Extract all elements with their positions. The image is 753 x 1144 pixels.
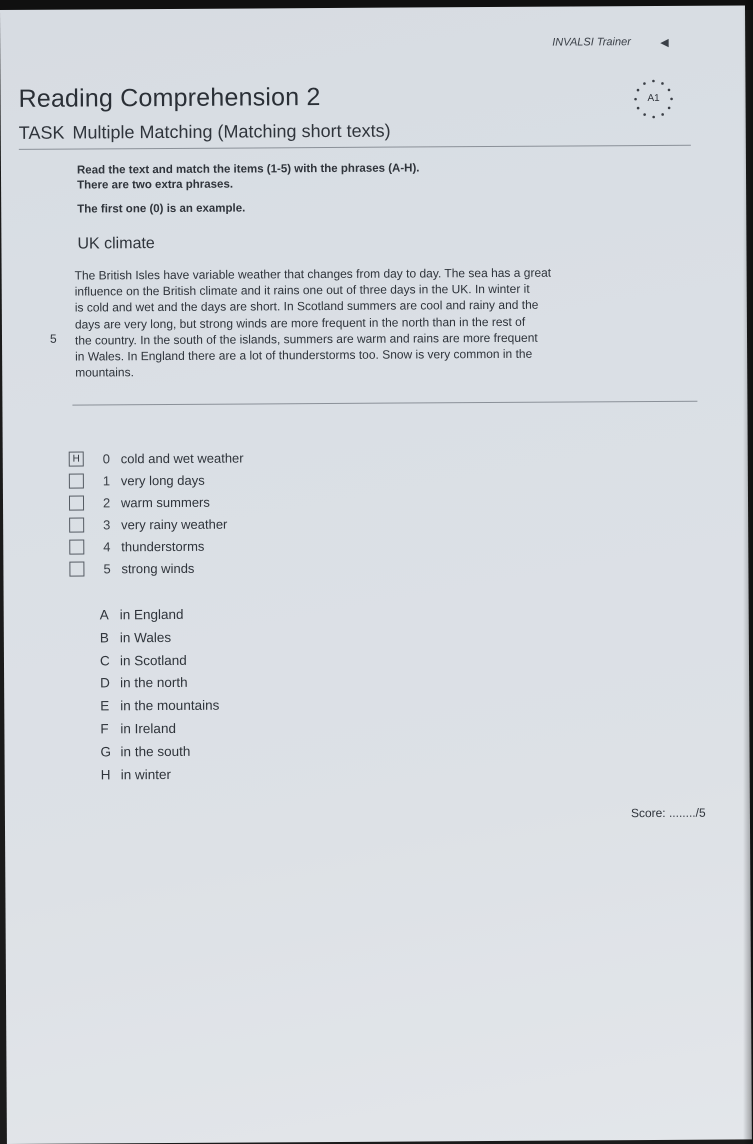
trainer-arrow-icon: ◀ — [660, 36, 669, 49]
passage-divider — [72, 401, 697, 406]
option-letter: A — [99, 607, 109, 623]
option-text: in Wales — [119, 629, 172, 646]
task-heading — [19, 121, 391, 144]
item-text: very rainy weather — [121, 516, 228, 533]
page-title: Reading Comprehension 2 — [18, 83, 321, 113]
answer-box[interactable] — [69, 495, 84, 510]
line-number-marker: 5 — [49, 331, 57, 346]
phrase-options-list — [99, 606, 220, 789]
option-letter: F — [100, 721, 109, 737]
option-letter: B — [99, 630, 109, 646]
option-letter: E — [100, 698, 110, 714]
item-number: 5 — [103, 561, 111, 577]
option-letter: C — [99, 652, 110, 668]
text-title: UK climate — [77, 235, 155, 253]
option-text: in winter — [120, 766, 171, 782]
item-number: 0 — [102, 451, 111, 467]
item-text: thunderstorms — [121, 538, 205, 555]
passage-line: mountains. — [75, 365, 134, 380]
option-text: in Scotland — [119, 652, 187, 668]
item-number: 1 — [102, 473, 111, 489]
item-text: cold and wet weather — [120, 450, 244, 467]
passage-line: The British Isles have variable weather that changes from day to day. The sea has a great — [74, 265, 552, 283]
level-badge-label: A1 — [647, 92, 660, 105]
answer-box[interactable] — [69, 539, 84, 554]
header-divider — [19, 145, 691, 150]
answer-box[interactable]: H — [69, 451, 84, 466]
answer-box[interactable] — [69, 517, 84, 532]
option-letter: D — [100, 675, 110, 691]
matching-items-list — [69, 450, 244, 584]
option-letter: G — [100, 744, 112, 760]
item-number: 3 — [103, 517, 111, 533]
score-label: Score: — [630, 805, 666, 821]
answer-box[interactable] — [69, 473, 84, 488]
instruction-line-2: There are two extra phrases. — [77, 178, 234, 192]
item-number: 2 — [102, 495, 111, 511]
passage-line: days are very long, but strong winds are more frequent in the north than in the rest of — [74, 314, 526, 332]
task-type: Multiple Matching (Matching short texts) — [72, 120, 391, 143]
option-text: in the mountains — [120, 697, 220, 714]
item-text: very long days — [120, 472, 205, 489]
worksheet-page — [0, 5, 752, 1144]
score-line — [631, 806, 706, 820]
passage-line: the country. In the south of the islands, summers are warm and rains are more frequent — [74, 330, 538, 348]
option-text: in Ireland — [120, 720, 176, 737]
score-total: /5 — [695, 805, 706, 820]
option-text: in England — [119, 606, 184, 623]
option-text: in the north — [120, 675, 188, 691]
level-badge — [632, 78, 674, 120]
item-text: warm summers — [120, 494, 210, 511]
instruction-line-1: Read the text and match the items (1-5) with the phrases (A-H). — [76, 162, 420, 177]
option-letter: H — [100, 766, 111, 782]
task-label: TASK — [18, 122, 65, 143]
option-text: in the south — [120, 743, 191, 760]
score-blank[interactable]: ........ — [668, 805, 696, 820]
trainer-label: INVALSI Trainer — [552, 36, 631, 49]
item-text: strong winds — [121, 560, 195, 577]
item-number: 4 — [103, 539, 111, 555]
answer-box[interactable] — [69, 561, 84, 576]
passage-line: influence on the British climate and it rains one out of three days in the UK. In winter it — [74, 281, 530, 299]
passage-line: is cold and wet and the days are short. In Scotland summers are cool and rainy and the — [74, 298, 539, 315]
instruction-example-note: The first one (0) is an example. — [77, 202, 246, 216]
photo-shadow-edge — [743, 0, 753, 1144]
reading-passage — [75, 264, 676, 381]
passage-line: in Wales. In England there are a lot of thunderstorms too. Snow is very common in the — [75, 346, 533, 364]
